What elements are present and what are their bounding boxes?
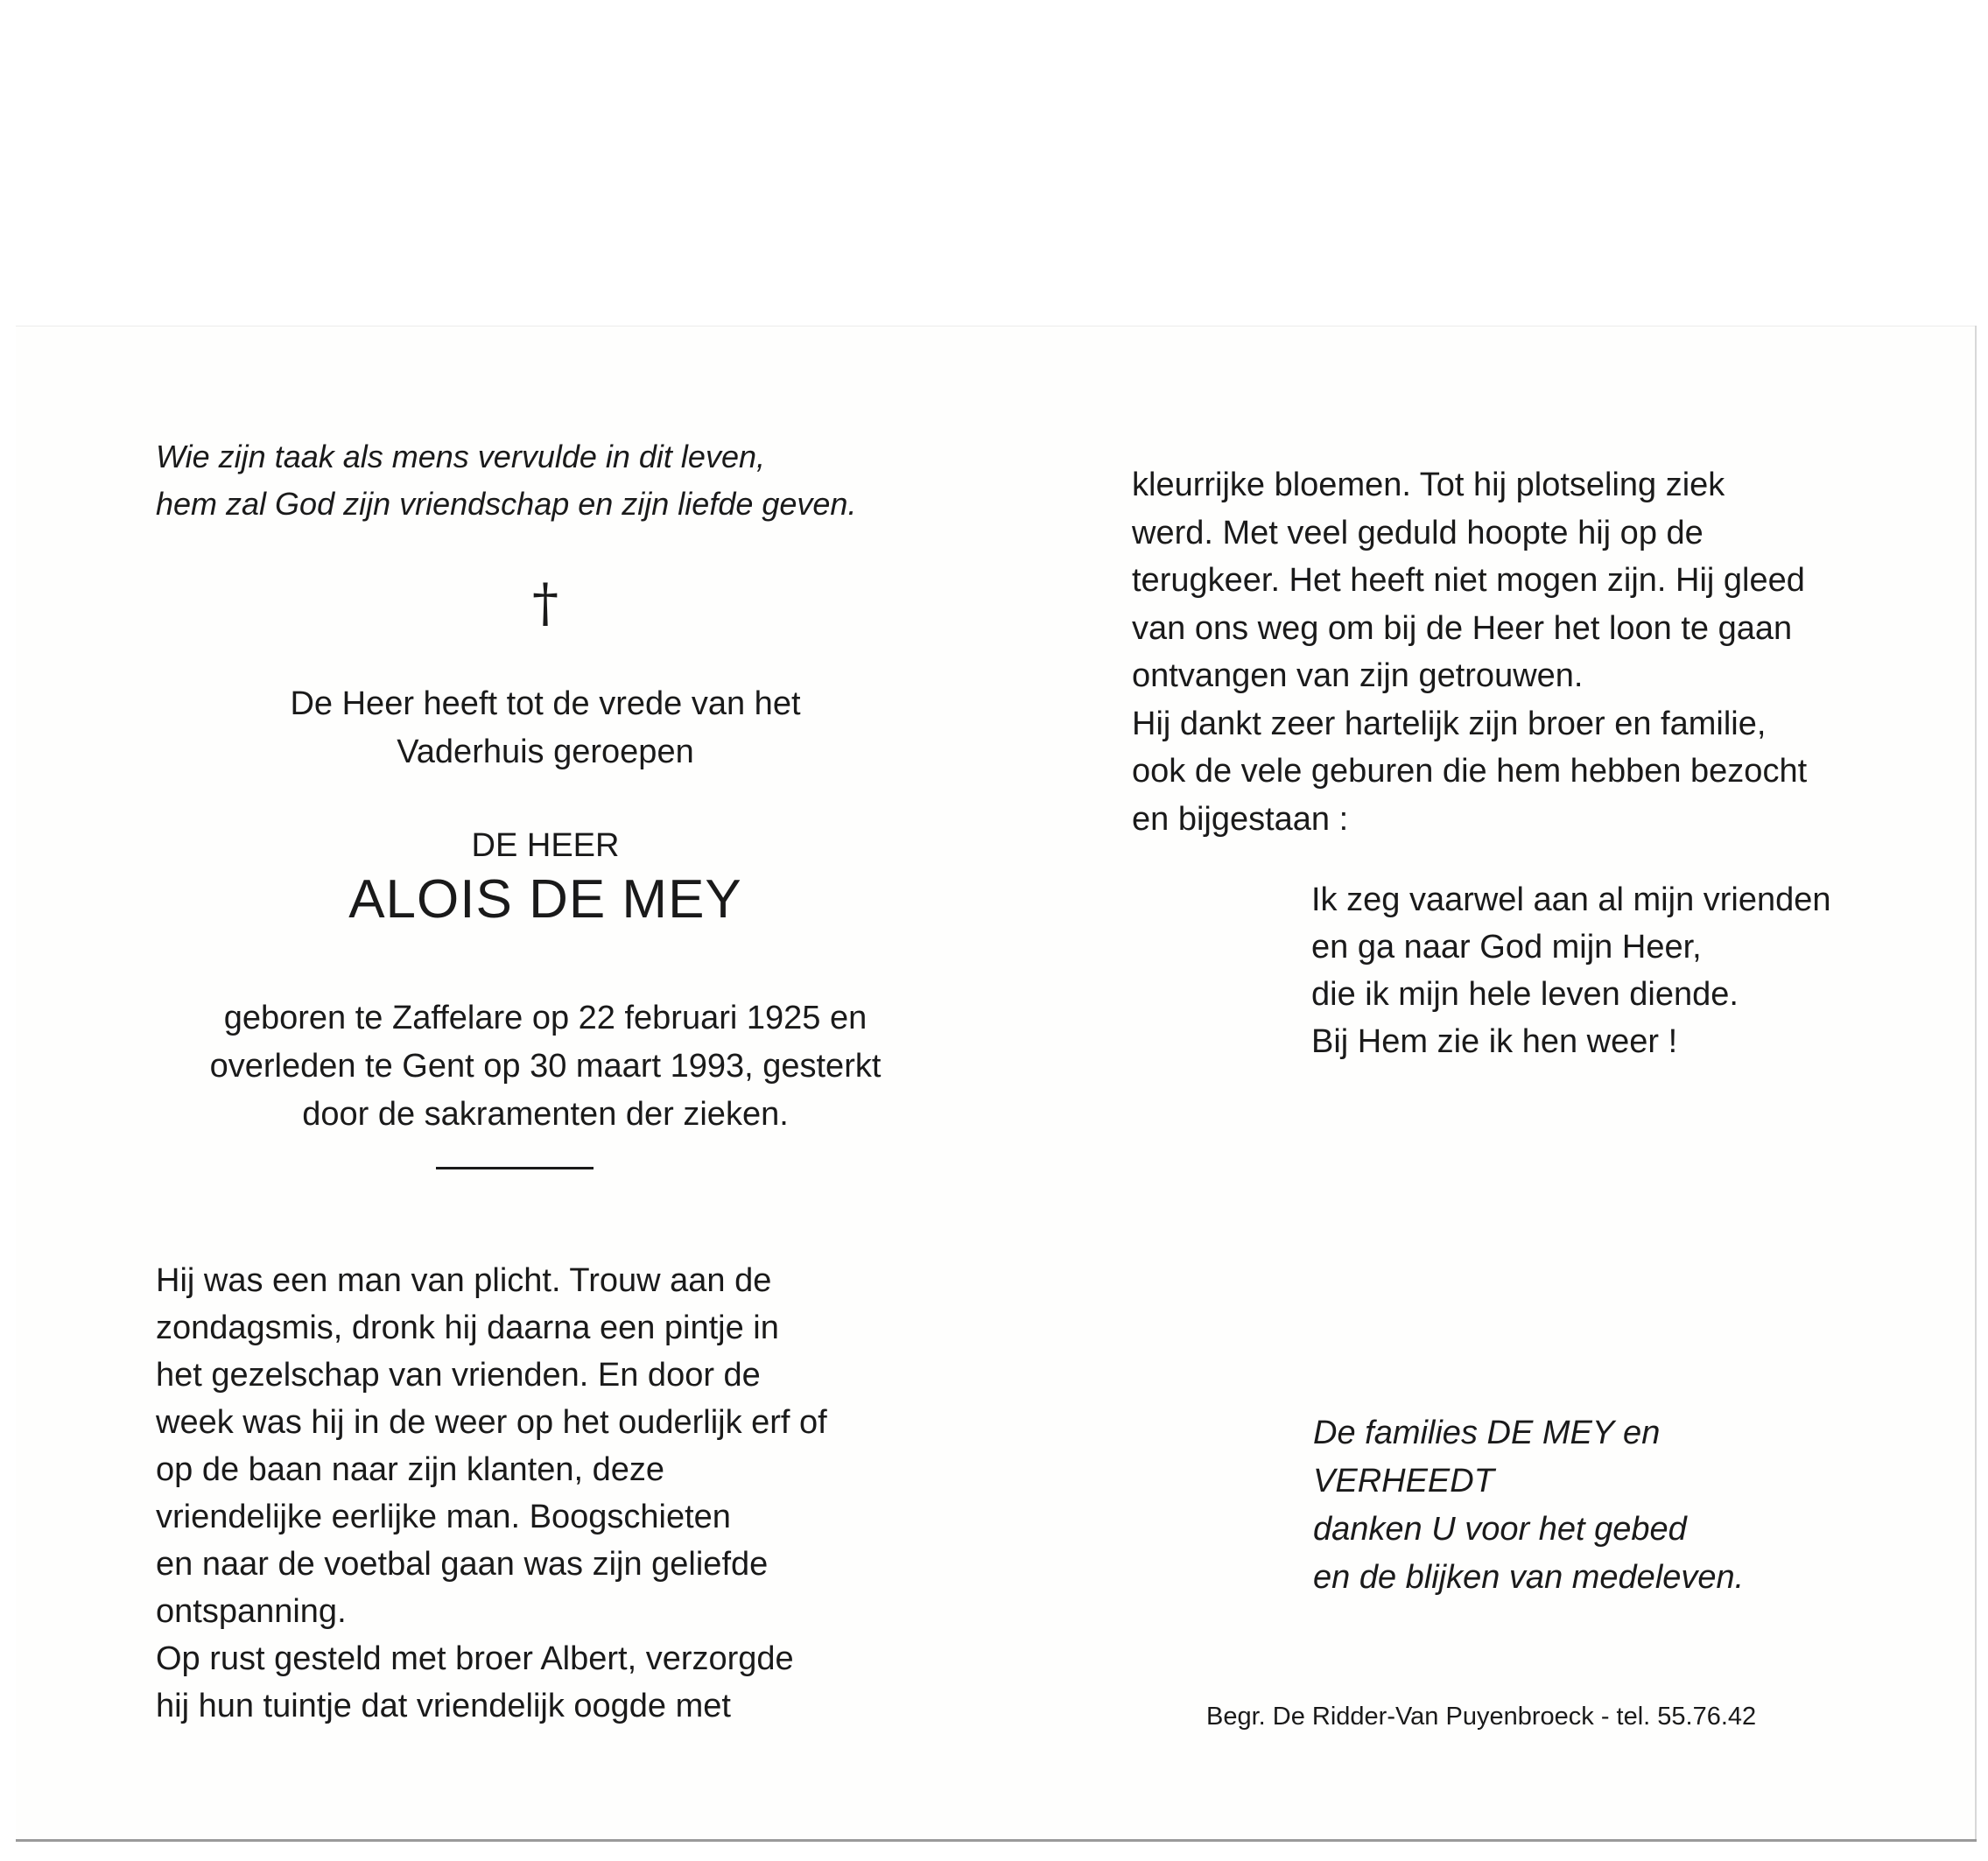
- motto: [156, 433, 935, 528]
- thanks-line: De families DE MEY en: [1313, 1415, 1661, 1451]
- right-column: [1132, 461, 1946, 1065]
- biography-left: [156, 1257, 935, 1730]
- farewell-verse: [1311, 876, 1946, 1065]
- biography-line: en bijgestaan :: [1132, 800, 1349, 838]
- biography-line: ontvangen van zijn getrouwen.: [1132, 657, 1584, 694]
- calling-line: De Heer heeft tot de vrede van het: [290, 685, 801, 722]
- left-column: [156, 433, 935, 1730]
- deceased-name: ALOIS DE MEY: [348, 869, 742, 930]
- biography-line: terugkeer. Het heeft niet mogen zijn. Hij gleed: [1132, 562, 1805, 599]
- deceased-title: DE HEER: [471, 827, 620, 864]
- biography-line: van ons weg om bij de Heer het loon te gaan: [1132, 609, 1793, 647]
- biography-line: ook de vele geburen die hem hebben bezocht: [1132, 753, 1808, 790]
- biography-line: zondagsmis, dronk hij daarna een pintje in: [156, 1310, 779, 1346]
- birth-death-line: door de sakramenten der zieken.: [302, 1096, 789, 1133]
- biography-line: het gezelschap van vrienden. En door de: [156, 1357, 761, 1394]
- motto-line: hem zal God zijn vriendschap en zijn liefde geven.: [156, 486, 857, 522]
- verse-line: die ik mijn hele leven diende.: [1311, 976, 1739, 1013]
- printer-credit: Begr. De Ridder-Van Puyenbroeck - tel. 55.76.42: [1206, 1703, 1757, 1731]
- card-top-edge: [16, 326, 1977, 327]
- birth-death-line: overleden te Gent op 30 maart 1993, gesterkt: [209, 1048, 882, 1085]
- motto-line: Wie zijn taak als mens vervulde in dit leven,: [156, 439, 765, 474]
- biography-line: Hij was een man van plicht. Trouw aan de: [156, 1262, 772, 1299]
- biography-line: en naar de voetbal gaan was zijn geliefde: [156, 1546, 769, 1583]
- family-thanks: [1313, 1409, 1744, 1602]
- biography-line: Op rust gesteld met broer Albert, verzorgde: [156, 1640, 794, 1677]
- biography-line: vriendelijke eerlijke man. Boogschieten: [156, 1499, 731, 1535]
- cross-icon: †: [532, 572, 558, 634]
- verse-line: en ga naar God mijn Heer,: [1311, 929, 1702, 966]
- verse-line: Ik zeg vaarwel aan al mijn vrienden: [1311, 881, 1831, 918]
- biography-line: Hij dankt zeer hartelijk zijn broer en familie,: [1132, 705, 1767, 742]
- divider-line: [436, 1167, 594, 1169]
- thanks-line: danken U voor het gebed: [1313, 1511, 1687, 1548]
- biography-line: op de baan naar zijn klanten, deze: [156, 1451, 664, 1488]
- card-bottom-edge: [16, 1839, 1977, 1842]
- thanks-line: en de blijken van medeleven.: [1313, 1559, 1745, 1596]
- biography-line: werd. Met veel geduld hoopte hij op de: [1132, 514, 1703, 551]
- biography-right: [1132, 461, 1946, 843]
- card-right-edge: [1975, 326, 1977, 1842]
- biography-line: week was hij in de weer op het ouderlijk erf of: [156, 1404, 827, 1441]
- birth-death-line: geboren te Zaffelare op 22 februari 1925 en: [223, 1000, 868, 1036]
- biography-line: ontspanning.: [156, 1593, 347, 1630]
- calling-text: [156, 680, 935, 776]
- biography-line: hij hun tuintje dat vriendelijk oogde met: [156, 1688, 731, 1724]
- verse-line: Bij Hem zie ik hen weer !: [1311, 1023, 1678, 1060]
- calling-line: Vaderhuis geroepen: [397, 734, 694, 770]
- biography-line: kleurrijke bloemen. Tot hij plotseling ziek: [1132, 467, 1725, 503]
- thanks-line: VERHEEDT: [1313, 1463, 1494, 1499]
- birth-death-text: [156, 994, 935, 1139]
